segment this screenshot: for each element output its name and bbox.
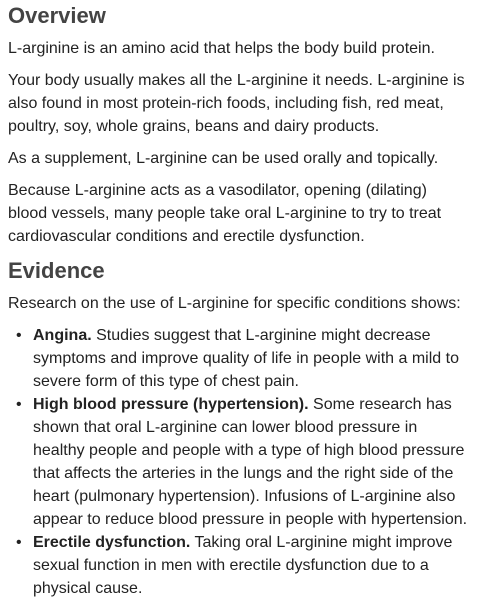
bullet-icon: • bbox=[16, 327, 22, 344]
overview-heading: Overview bbox=[8, 3, 106, 28]
list-item-text: Studies suggest that L-arginine might decrease symptoms and improve quality of life in people with a mild to severe form of this type of chest pain. bbox=[33, 327, 459, 390]
overview-paragraph-3: As a supplement, L-arginine can be used orally and topically. bbox=[8, 150, 439, 167]
overview-paragraph-4: Because L-arginine acts as a vasodilator, opening (dilating) blood vessels, many people take oral L-arginine to try to treat cardiovascular conditions and erectile dysfunction. bbox=[8, 182, 442, 245]
overview-paragraph-2: Your body usually makes all the L-arginine it needs. L-arginine is also found in most protein-rich foods, including fish, red meat, poultry, soy, whole grains, beans and dairy products. bbox=[8, 72, 465, 135]
list-item-term: Angina. bbox=[33, 327, 92, 344]
list-item-text: Taking oral L-arginine might improve sexual function in men with erectile dysfunction due to a physical cause. bbox=[33, 534, 453, 597]
list-item-hypertension bbox=[16, 393, 470, 531]
list-item-angina bbox=[16, 324, 470, 393]
evidence-list bbox=[8, 324, 470, 600]
bullet-icon: • bbox=[16, 534, 22, 551]
list-item-erectile-dysfunction bbox=[16, 531, 470, 600]
list-item-term: High blood pressure (hypertension). bbox=[33, 396, 309, 413]
evidence-intro: Research on the use of L-arginine for specific conditions shows: bbox=[8, 295, 461, 312]
evidence-heading: Evidence bbox=[8, 258, 105, 283]
article bbox=[0, 3, 480, 600]
list-item-term: Erectile dysfunction. bbox=[33, 534, 191, 551]
list-item-text: Some research has shown that oral L-arginine can lower blood pressure in healthy people and people with a type of high blood pressure that affects the arteries in the lungs and the right side of the heart (pulmonary hypertension). Infusions of L-arginine also appear to reduce blood pressure in people with hypertension. bbox=[33, 396, 468, 528]
overview-paragraph-1: L-arginine is an amino acid that helps the body build protein. bbox=[8, 40, 435, 57]
bullet-icon: • bbox=[16, 396, 22, 413]
